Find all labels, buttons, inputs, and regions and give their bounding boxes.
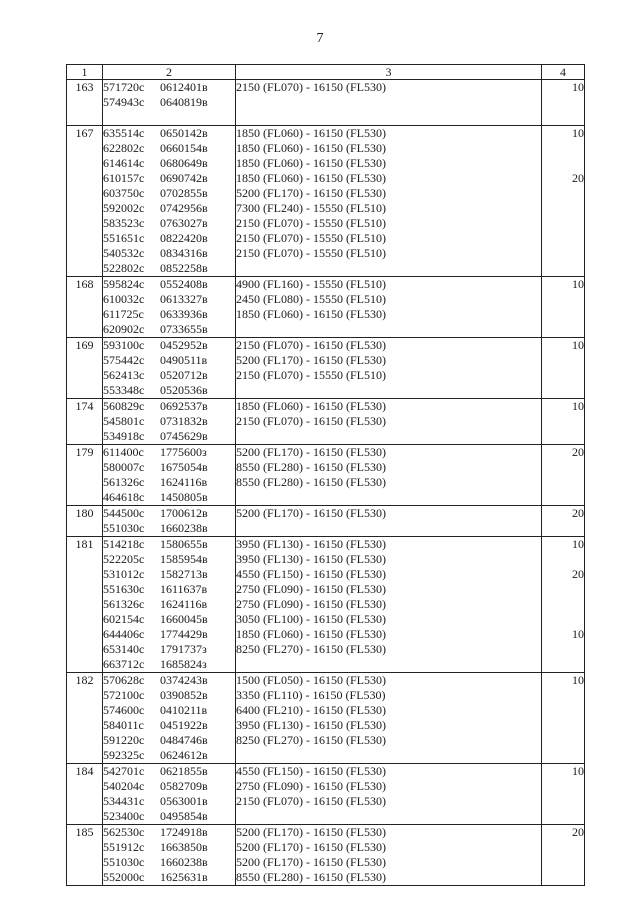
column-header-1: 1 [67, 65, 103, 80]
latitude: 610032с [103, 292, 145, 306]
interval-value: 10 [572, 277, 584, 291]
latitude: 603750с [103, 186, 145, 200]
coordinates-cell [103, 277, 236, 338]
altitude-range: 7300 (FL240) - 15550 (FL510) [236, 201, 386, 215]
latitude: 562530с [103, 825, 145, 839]
coordinate-pair [103, 718, 235, 733]
longitude: 0490511в [160, 353, 208, 367]
latitude: 653140с [103, 642, 145, 656]
longitude: 0613327в [160, 292, 208, 306]
altitude-range: 2450 (FL080) - 15550 (FL510) [236, 292, 386, 306]
latitude: 592002с [103, 201, 145, 215]
table-row [67, 764, 585, 825]
latitude: 544500с [103, 506, 145, 520]
altitude-ranges-cell [236, 126, 542, 277]
latitude: 551630с [103, 582, 145, 596]
altitude-range: 2150 (FL070) - 16150 (FL530) [236, 80, 386, 94]
interval-value: 10 [572, 627, 584, 641]
altitude-range: 1850 (FL060) - 16150 (FL530) [236, 141, 386, 155]
latitude: 560829с [103, 399, 145, 413]
longitude: 0680649в [160, 156, 208, 170]
interval-value [542, 597, 584, 612]
altitude-range: 5200 (FL170) - 16150 (FL530) [236, 186, 386, 200]
interval-values-cell [542, 506, 585, 537]
altitude-range: 4900 (FL160) - 15550 (FL510) [236, 277, 386, 291]
longitude: 1700612в [160, 506, 208, 520]
interval-value [542, 141, 584, 156]
longitude: 1580655в [160, 537, 208, 551]
coordinate-pair [103, 567, 235, 582]
coordinate-pair [103, 537, 235, 552]
coordinate-pair [103, 688, 235, 703]
longitude: 0621855в [160, 764, 208, 778]
altitude-range: 5200 (FL170) - 16150 (FL530) [236, 855, 386, 869]
longitude: 0650142в [160, 126, 208, 140]
coordinates-cell [103, 445, 236, 506]
longitude: 0563001в [160, 794, 208, 808]
altitude-range: 3950 (FL130) - 16150 (FL530) [236, 718, 386, 732]
coordinate-pair [103, 612, 235, 627]
coordinate-pair [103, 80, 235, 95]
coordinate-pair [103, 475, 235, 490]
coordinate-pair [103, 201, 235, 216]
coordinate-pair [103, 657, 235, 672]
latitude: 540532с [103, 246, 145, 260]
coordinates-cell [103, 338, 236, 399]
altitude-range: 1500 (FL050) - 16150 (FL530) [236, 673, 386, 687]
table-row [67, 338, 585, 399]
longitude: 1450805в [160, 490, 208, 504]
latitude: 591220с [103, 733, 145, 747]
interval-values-cell [542, 764, 585, 825]
coordinate-pair [103, 794, 235, 809]
altitude-range: 5200 (FL170) - 16150 (FL530) [236, 840, 386, 854]
longitude: 1675054в [160, 460, 208, 474]
altitude-range: 3350 (FL110) - 16150 (FL530) [236, 688, 386, 702]
column-header-2: 2 [103, 65, 236, 80]
latitude: 561326с [103, 597, 145, 611]
altitude-range: 5200 (FL170) - 16150 (FL530) [236, 353, 386, 367]
interval-value: 20 [572, 445, 584, 459]
altitude-ranges-cell [236, 537, 542, 673]
latitude: 522802с [103, 261, 145, 275]
latitude: 620902с [103, 322, 145, 336]
coordinate-pair [103, 414, 235, 429]
altitude-range: 2750 (FL090) - 16150 (FL530) [236, 779, 386, 793]
longitude: 0834316в [160, 246, 208, 260]
latitude: 562413с [103, 368, 145, 382]
coordinate-pair [103, 126, 235, 141]
altitude-range: 3950 (FL130) - 16150 (FL530) [236, 537, 386, 551]
table-row [67, 445, 585, 506]
interval-value: 10 [572, 764, 584, 778]
coordinate-pair [103, 779, 235, 794]
latitude: 561326с [103, 475, 145, 489]
interval-values-cell [542, 126, 585, 277]
coordinates-cell [103, 126, 236, 277]
altitude-range: 1850 (FL060) - 16150 (FL530) [236, 171, 386, 185]
coordinates-cell [103, 673, 236, 764]
altitude-range: 5200 (FL170) - 16150 (FL530) [236, 825, 386, 839]
latitude: 593100с [103, 338, 145, 352]
interval-value: 20 [572, 825, 584, 839]
longitude: 1660045в [160, 612, 208, 626]
longitude: 0410211в [160, 703, 208, 717]
altitude-range: 2150 (FL070) - 16150 (FL530) [236, 338, 386, 352]
altitude-range: 1850 (FL060) - 16150 (FL530) [236, 156, 386, 170]
zone-number: 168 [67, 277, 103, 338]
latitude: 583523с [103, 216, 145, 230]
altitude-range: 2150 (FL070) - 16150 (FL530) [236, 794, 386, 808]
altitude-range: 8550 (FL280) - 16150 (FL530) [236, 475, 386, 489]
longitude: 0731832в [160, 414, 208, 428]
latitude: 575442с [103, 353, 145, 367]
latitude: 552000с [103, 870, 145, 884]
zone-number: 179 [67, 445, 103, 506]
longitude: 0745629в [160, 429, 208, 443]
altitude-range: 8550 (FL280) - 16150 (FL530) [236, 870, 386, 884]
longitude: 1660238в [160, 521, 208, 535]
longitude: 1775600з [160, 445, 207, 459]
latitude: 522205с [103, 552, 145, 566]
zone-number: 167 [67, 126, 103, 277]
altitude-range: 2150 (FL070) - 15550 (FL510) [236, 231, 386, 245]
coordinates-cell [103, 506, 236, 537]
interval-values-cell [542, 277, 585, 338]
altitude-ranges-cell [236, 338, 542, 399]
altitude-range: 2150 (FL070) - 15550 (FL510) [236, 246, 386, 260]
zone-number: 169 [67, 338, 103, 399]
zone-number: 163 [67, 80, 103, 126]
longitude: 1660238в [160, 855, 208, 869]
altitude-range: 8550 (FL280) - 16150 (FL530) [236, 460, 386, 474]
latitude: 574600с [103, 703, 145, 717]
interval-value: 10 [572, 673, 584, 687]
latitude: 551651с [103, 231, 145, 245]
longitude: 1685824з [160, 657, 207, 671]
altitude-range: 1850 (FL060) - 16150 (FL530) [236, 126, 386, 140]
latitude: 592325с [103, 748, 145, 762]
interval-value: 10 [572, 537, 584, 551]
zone-number: 181 [67, 537, 103, 673]
longitude: 0640819в [160, 95, 208, 109]
latitude: 534918с [103, 429, 145, 443]
interval-values-cell [542, 338, 585, 399]
latitude: 614614с [103, 156, 145, 170]
longitude: 1663850в [160, 840, 208, 854]
coordinate-pair [103, 506, 235, 521]
coordinate-pair [103, 855, 235, 870]
coordinate-pair [103, 627, 235, 642]
longitude: 1582713в [160, 567, 208, 581]
longitude: 0852258в [160, 261, 208, 275]
latitude: 571720с [103, 80, 145, 94]
longitude: 0692537в [160, 399, 208, 413]
altitude-range: 2150 (FL070) - 16150 (FL530) [236, 414, 386, 428]
zone-number: 180 [67, 506, 103, 537]
table-row [67, 673, 585, 764]
table-row [67, 399, 585, 445]
coordinate-pair [103, 809, 235, 824]
longitude: 0552408в [160, 277, 208, 291]
coordinate-pair [103, 292, 235, 307]
coordinate-pair [103, 171, 235, 186]
coordinate-pair [103, 870, 235, 885]
altitude-range: 2750 (FL090) - 16150 (FL530) [236, 597, 386, 611]
coordinate-pair [103, 231, 235, 246]
column-header-3: 3 [236, 65, 542, 80]
altitude-ranges-cell [236, 445, 542, 506]
coordinates-cell [103, 825, 236, 886]
coordinate-pair [103, 186, 235, 201]
longitude: 0763027в [160, 216, 208, 230]
coordinates-cell [103, 80, 236, 126]
longitude: 1585954в [160, 552, 208, 566]
zone-number: 174 [67, 399, 103, 445]
interval-value: 10 [572, 126, 584, 140]
coordinates-cell [103, 537, 236, 673]
latitude: 610157с [103, 171, 145, 185]
altitude-range: 3050 (FL100) - 16150 (FL530) [236, 612, 386, 626]
latitude: 602154с [103, 612, 145, 626]
coordinate-pair [103, 216, 235, 231]
coordinate-pair [103, 825, 235, 840]
coordinate-pair [103, 277, 235, 292]
latitude: 611400с [103, 445, 144, 459]
altitude-range: 5200 (FL170) - 16150 (FL530) [236, 506, 386, 520]
latitude: 540204с [103, 779, 145, 793]
coordinate-pair [103, 748, 235, 763]
coordinate-pair [103, 353, 235, 368]
latitude: 644406с [103, 627, 145, 641]
zone-number: 184 [67, 764, 103, 825]
longitude: 1624116в [160, 475, 208, 489]
header-row [67, 65, 585, 80]
latitude: 534431с [103, 794, 145, 808]
longitude: 0690742в [160, 171, 208, 185]
coordinate-pair [103, 95, 235, 110]
interval-values-cell [542, 445, 585, 506]
table-row [67, 537, 585, 673]
coordinates-cell [103, 399, 236, 445]
latitude: 572100с [103, 688, 145, 702]
coordinate-pair [103, 322, 235, 337]
latitude: 611725с [103, 307, 144, 321]
altitude-range: 1850 (FL060) - 16150 (FL530) [236, 307, 386, 321]
page-number: 7 [316, 31, 324, 46]
interval-values-cell [542, 673, 585, 764]
latitude: 574943с [103, 95, 145, 109]
latitude: 551030с [103, 855, 145, 869]
altitude-range: 2150 (FL070) - 15550 (FL510) [236, 368, 386, 382]
table-row [67, 506, 585, 537]
interval-value: 10 [572, 80, 584, 94]
interval-value: 20 [572, 171, 584, 185]
coordinate-pair [103, 141, 235, 156]
longitude: 0742956в [160, 201, 208, 215]
interval-value: 10 [572, 338, 584, 352]
longitude: 0452952в [160, 338, 208, 352]
latitude: 635514с [103, 126, 145, 140]
coordinate-pair [103, 642, 235, 657]
interval-value [542, 552, 584, 567]
longitude: 0660154в [160, 141, 208, 155]
latitude: 553348с [103, 383, 145, 397]
altitude-range: 3950 (FL130) - 16150 (FL530) [236, 552, 386, 566]
longitude: 1625631в [160, 870, 208, 884]
latitude: 663712с [103, 657, 145, 671]
longitude: 0451922в [160, 718, 208, 732]
coordinate-pair [103, 764, 235, 779]
coordinate-pair [103, 460, 235, 475]
coordinates-cell [103, 764, 236, 825]
latitude: 464618с [103, 490, 145, 504]
latitude: 542701с [103, 764, 145, 778]
latitude: 570628с [103, 673, 145, 687]
altitude-ranges-cell [236, 825, 542, 886]
coordinate-pair [103, 338, 235, 353]
altitude-range: 4550 (FL150) - 16150 (FL530) [236, 567, 386, 581]
altitude-range: 6400 (FL210) - 16150 (FL530) [236, 703, 386, 717]
coordinate-pair [103, 399, 235, 414]
longitude: 0702855в [160, 186, 208, 200]
coordinate-pair [103, 552, 235, 567]
table-row [67, 277, 585, 338]
longitude: 0612401в [160, 80, 208, 94]
altitude-ranges-cell [236, 277, 542, 338]
coordinate-pair [103, 703, 235, 718]
column-header-4: 4 [542, 65, 585, 80]
zone-number: 185 [67, 825, 103, 886]
table-row [67, 126, 585, 277]
altitude-ranges-cell [236, 673, 542, 764]
longitude: 1791737з [160, 642, 207, 656]
interval-values-cell [542, 537, 585, 673]
longitude: 1611637в [160, 582, 208, 596]
coordinate-pair [103, 429, 235, 444]
altitude-range: 1850 (FL060) - 16150 (FL530) [236, 399, 386, 413]
coordinate-pair [103, 597, 235, 612]
longitude: 0624612в [160, 748, 208, 762]
latitude: 514218с [103, 537, 145, 551]
longitude: 1724918в [160, 825, 208, 839]
altitude-ranges-cell [236, 764, 542, 825]
altitude-ranges-cell [236, 399, 542, 445]
zone-number: 182 [67, 673, 103, 764]
latitude: 580007с [103, 460, 145, 474]
interval-values-cell [542, 80, 585, 126]
coordinate-pair [103, 582, 235, 597]
longitude: 0520712в [160, 368, 208, 382]
coordinate-pair [103, 840, 235, 855]
latitude: 531012с [103, 567, 145, 581]
altitude-range: 8250 (FL270) - 16150 (FL530) [236, 642, 386, 656]
interval-value [542, 612, 584, 627]
longitude: 1774429в [160, 627, 208, 641]
latitude: 551030с [103, 521, 145, 535]
coordinate-pair [103, 445, 235, 460]
table-row [67, 80, 585, 126]
latitude: 584011с [103, 718, 144, 732]
coordinate-pair [103, 156, 235, 171]
airspace-table [66, 64, 585, 886]
interval-value [542, 582, 584, 597]
altitude-range [236, 95, 541, 110]
interval-value: 20 [572, 567, 584, 581]
interval-values-cell [542, 399, 585, 445]
longitude: 0484746в [160, 733, 208, 747]
longitude: 0733655в [160, 322, 208, 336]
altitude-range: 2150 (FL070) - 15550 (FL510) [236, 216, 386, 230]
table-body [67, 80, 585, 886]
altitude-ranges-cell [236, 506, 542, 537]
longitude: 0374243в [160, 673, 208, 687]
longitude: 0633936в [160, 307, 208, 321]
latitude: 595824с [103, 277, 145, 291]
coordinate-pair [103, 368, 235, 383]
coordinate-pair [103, 261, 235, 276]
interval-value: 20 [572, 506, 584, 520]
latitude: 622802с [103, 141, 145, 155]
coordinate-pair [103, 307, 235, 322]
coordinate-pair [103, 733, 235, 748]
altitude-range: 1850 (FL060) - 16150 (FL530) [236, 627, 386, 641]
coordinate-pair [103, 490, 235, 505]
interval-value: 10 [572, 399, 584, 413]
altitude-range: 8250 (FL270) - 16150 (FL530) [236, 733, 386, 747]
table-row [67, 825, 585, 886]
coordinate-pair [103, 521, 235, 536]
longitude: 0495854в [160, 809, 208, 823]
longitude: 0520536в [160, 383, 208, 397]
altitude-range [236, 110, 541, 125]
altitude-range: 5200 (FL170) - 16150 (FL530) [236, 445, 386, 459]
coordinate-pair [103, 246, 235, 261]
altitude-ranges-cell [236, 80, 542, 126]
interval-value [542, 156, 584, 171]
longitude: 0390852в [160, 688, 208, 702]
altitude-range: 4550 (FL150) - 16150 (FL530) [236, 764, 386, 778]
longitude: 0582709в [160, 779, 208, 793]
interval-values-cell [542, 825, 585, 886]
latitude: 545801с [103, 414, 145, 428]
coordinate-pair [103, 673, 235, 688]
latitude: 551912с [103, 840, 145, 854]
latitude: 523400с [103, 809, 145, 823]
longitude: 0822420в [160, 231, 208, 245]
coordinate-pair [103, 383, 235, 398]
longitude: 1624116в [160, 597, 208, 611]
altitude-range: 2750 (FL090) - 16150 (FL530) [236, 582, 386, 596]
